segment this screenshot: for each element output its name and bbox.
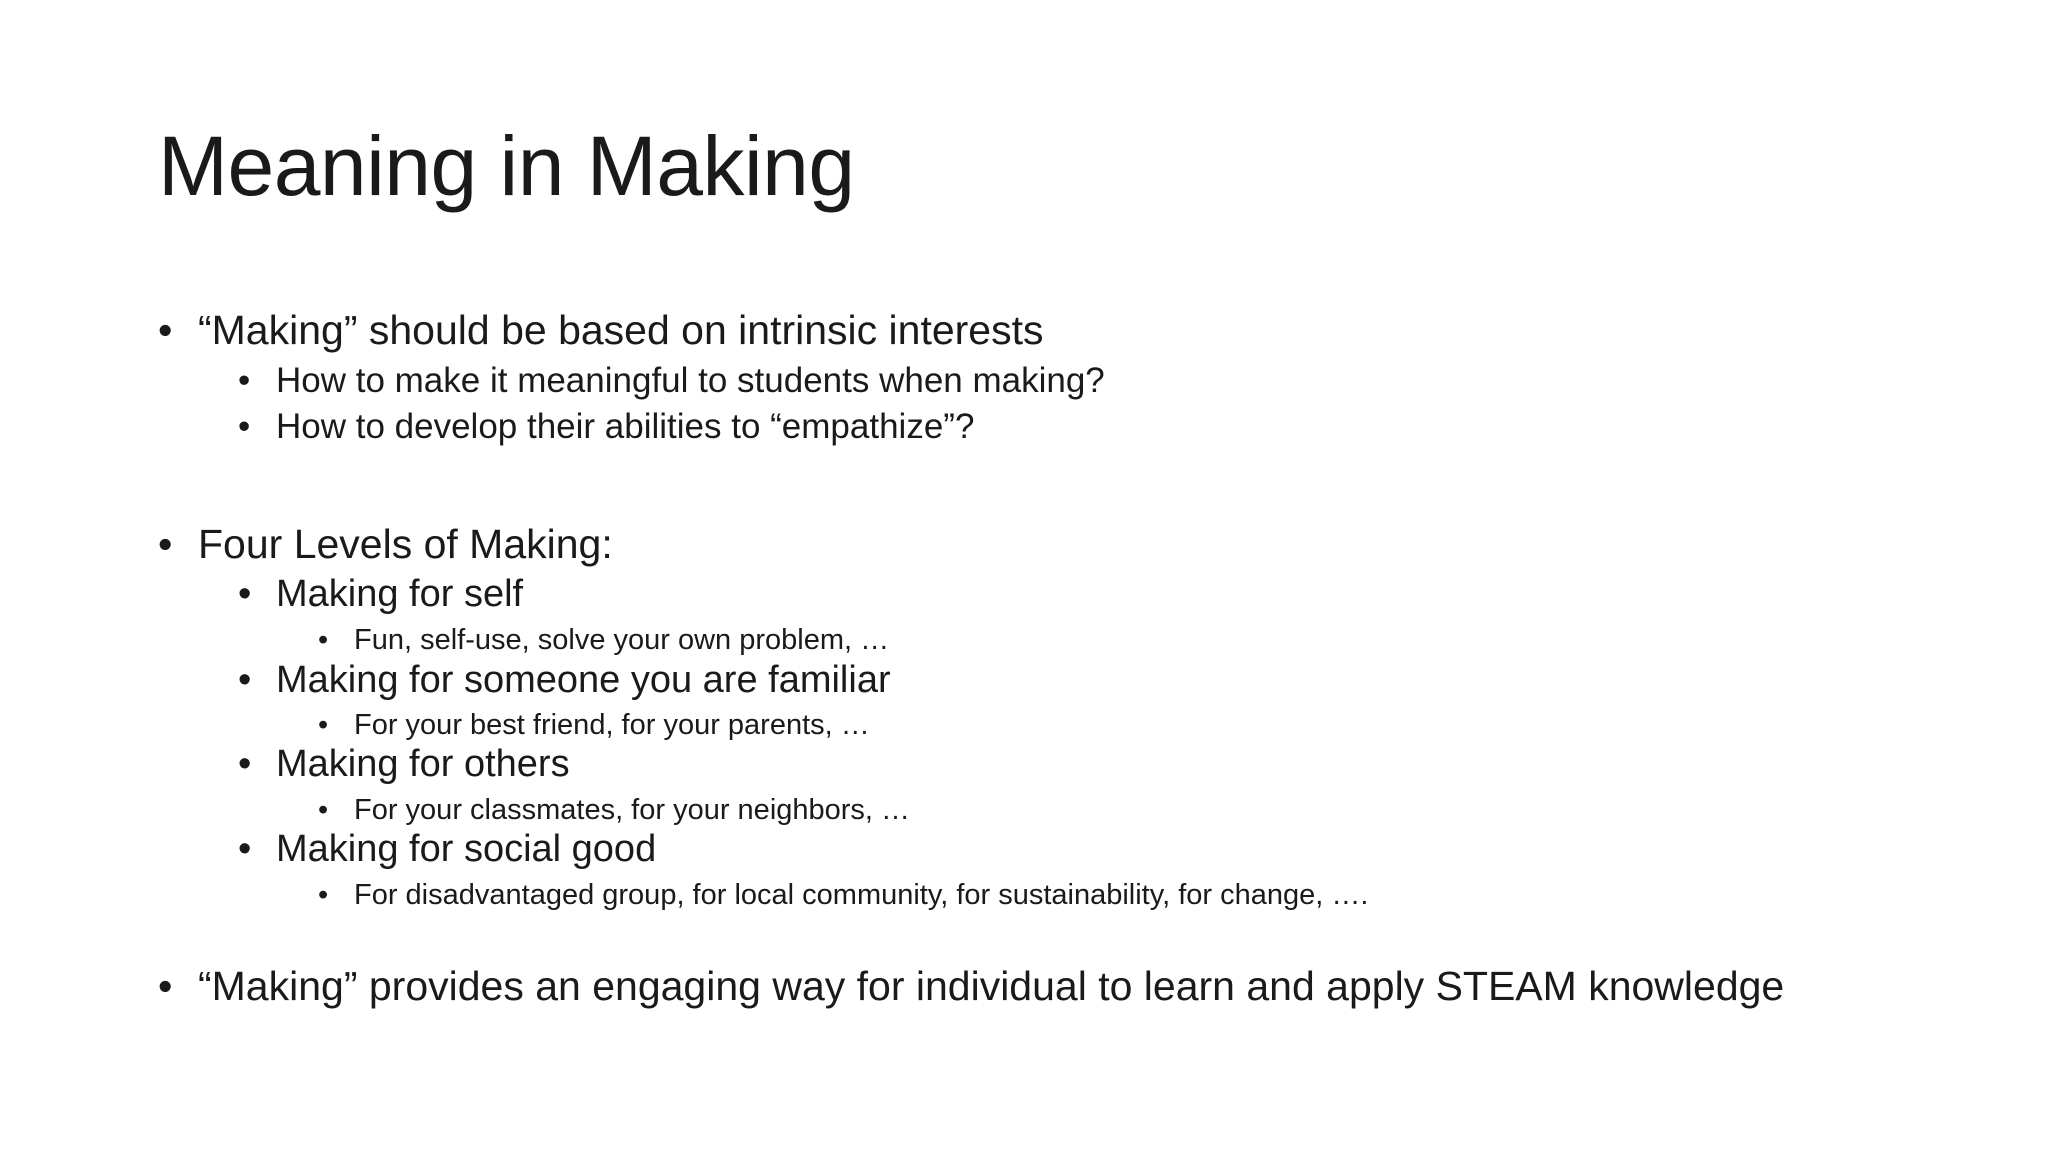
sub-bullet-making-for-social-good (238, 827, 657, 871)
sub-bullet-empathize (238, 406, 975, 448)
bullet-text: For your best friend, for your parents, … (354, 709, 870, 741)
bullet-text: How to make it meaningful to students when making? (276, 361, 1105, 400)
detail-making-for-familiar (318, 707, 870, 743)
bullet-text: Fun, self-use, solve your own problem, … (354, 624, 890, 656)
bullet-text: Making for self (276, 573, 524, 615)
bullet-text: Making for others (276, 743, 570, 785)
bullet-text: Making for social good (276, 828, 657, 870)
bullet-dot: • (238, 659, 252, 701)
bullet-text: How to develop their abilities to “empathize”? (276, 407, 975, 446)
bullet-dot: • (238, 573, 252, 615)
bullet-dot: • (318, 624, 329, 656)
bullet-dot: • (318, 879, 329, 911)
sub-bullet-making-for-familiar (238, 658, 891, 702)
bullet-intrinsic-interests (158, 306, 1044, 354)
bullet-text: Four Levels of Making: (198, 521, 613, 567)
bullet-text: “Making” provides an engaging way for individual to learn and apply STEAM knowledge (198, 963, 1785, 1009)
bullet-dot: • (158, 521, 173, 567)
bullet-four-levels (158, 520, 613, 568)
bullet-text: “Making” should be based on intrinsic interests (198, 307, 1044, 353)
bullet-dot: • (238, 361, 251, 400)
bullet-text: For disadvantaged group, for local community, for sustainability, for change, …. (354, 879, 1369, 911)
sub-bullet-meaningful (238, 360, 1105, 402)
bullet-dot: • (318, 794, 329, 826)
detail-making-for-social-good (318, 877, 1369, 913)
detail-making-for-others (318, 792, 911, 828)
bullet-dot: • (238, 407, 251, 446)
bullet-text: Making for someone you are familiar (276, 659, 891, 701)
sub-bullet-making-for-others (238, 742, 570, 786)
detail-making-for-self (318, 622, 890, 658)
bullet-steam-knowledge (158, 962, 1785, 1010)
bullet-dot: • (238, 828, 252, 870)
bullet-text: For your classmates, for your neighbors, … (354, 794, 911, 826)
bullet-dot: • (238, 743, 252, 785)
bullet-dot: • (158, 307, 173, 353)
bullet-dot: • (158, 963, 173, 1009)
bullet-dot: • (318, 709, 329, 741)
slide-title: Meaning in Making (158, 119, 855, 213)
sub-bullet-making-for-self (238, 572, 524, 616)
